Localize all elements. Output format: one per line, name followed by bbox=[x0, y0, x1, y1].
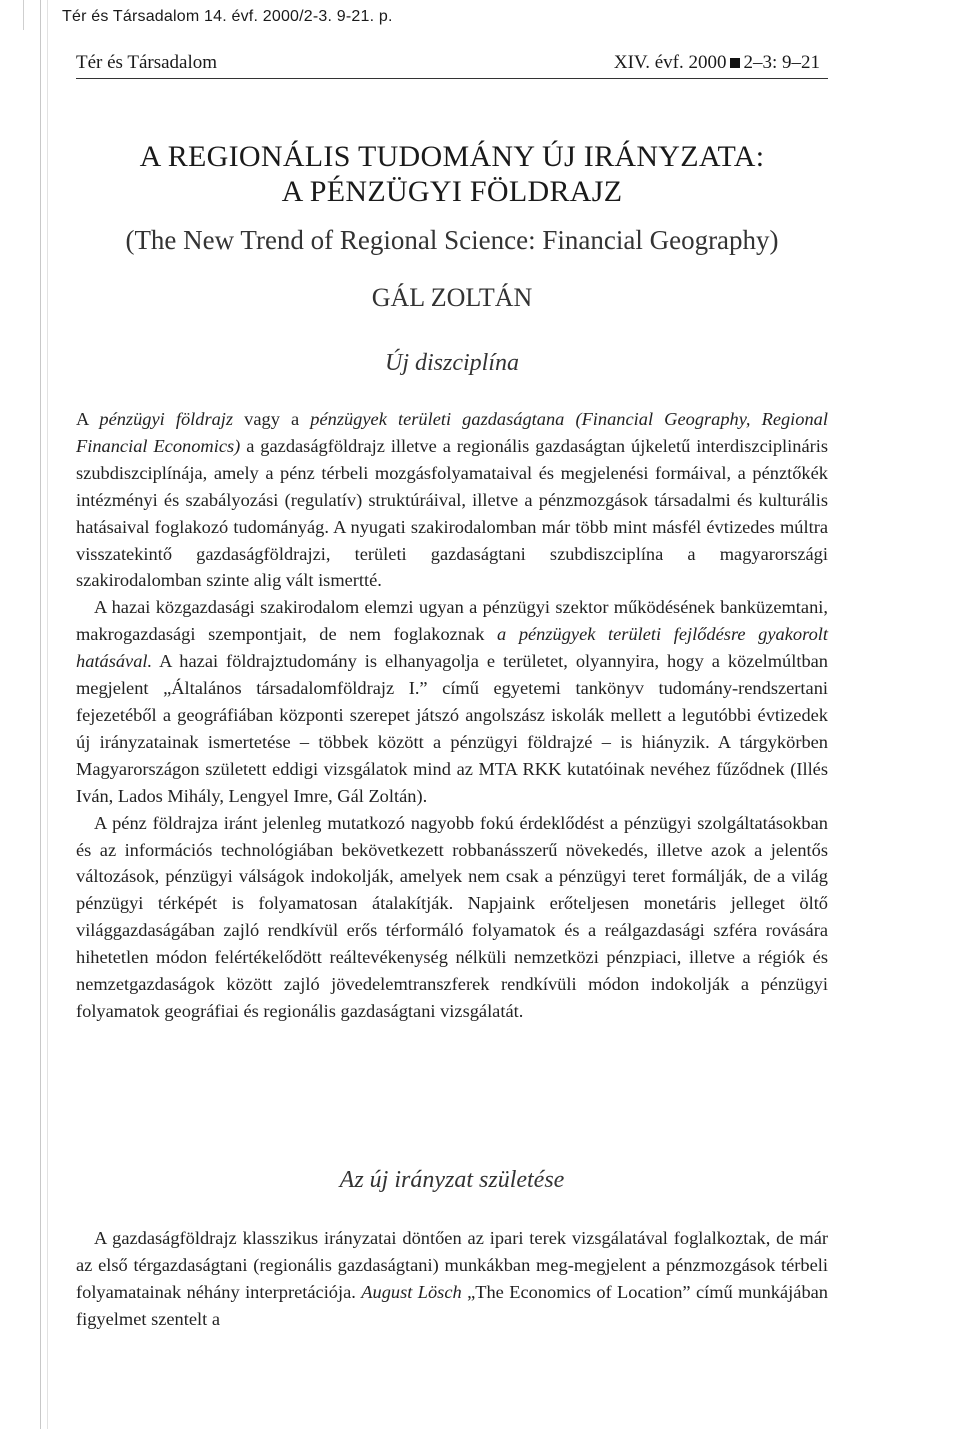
paragraph-3: A pénz földrajza iránt jelenleg mutatkozó nagyobb fokú érdeklődést a pénzügyi szolgáltatásokban és az információs technológiában bekövetkezett robbanásszerű növekedés, illetve azok a jelentős változások, pénzügyi válságok indokolják, amelyek nem csak a pénzügyi teret formálják, de a világ pénzügyi térképét is folyamatosan átalakítják. Napjaink erőteljesen monetáris jelleget öltő világgazdaságában zajló rendkívül erős térformáló folyamatok és a reálgazdasági szféra rovására hihetetlen módon felértékelődött reáltevékenység nélküli nemzetközi pénzpiaci, illetve a régiók és nemzetgazdaságok között zajló jövedelemtranszferek rendkívüli módon indokolják a pénzügyi folyamatok geográfiai és regionális gazdaságtani vizsgálatát. bbox=[76, 812, 828, 1021]
issue-info bbox=[614, 52, 820, 74]
citation-line: Tér és Társadalom 14. évf. 2000/2-3. 9-21. p. bbox=[62, 8, 393, 25]
running-header bbox=[76, 52, 828, 79]
emphasis: pénzügyi földrajz bbox=[99, 409, 234, 429]
margin-rule bbox=[40, 0, 41, 1429]
paragraph-4: A gazdaságföldrajz klasszikus irányzatai döntően az ipari terek vizsgálatával foglalkoztak, de már az első térgazdaságtani (regionális gazdaságtani) munkákban meg-megjelent a pénzmozgások térbeli folyamatainak néhány interpretációja. August Lösch „The Economics of Location” című munkájában figyelmet szentelt a bbox=[76, 1228, 828, 1329]
body-text-section-1 bbox=[76, 406, 828, 1025]
emphasis: a pénzügyek területi fejlődésre gyakorolt hatásával. bbox=[76, 624, 828, 672]
paragraph-1: A pénzügyi földrajz vagy a pénzügyek területi gazdaságtana (Financial Geography, Regional Financial Economics) a gazdaságföldrajz illetve a regionális gazdaságtan újkeletű interdiszciplináris szubdiszciplínája, amely a pénz térbeli mozgásfolyamataival és megjelenési formáival, a pénztőkék intézményi és szabályozási (regulatív) struktúráival, illetve a pénzmozgások társadalmi és kulturális hatásaival foglakozó tudományág. A nyugati szakirodalomban már több mint másfél évtizedes múltra visszatekintő gazdaságföldrajzi, területi gazdaságtani szubdiszciplína a magyarországi szakirodalomban szinte alig vált ismertté. bbox=[76, 409, 828, 591]
emphasis: August Lösch bbox=[361, 1281, 462, 1302]
journal-name: Tér és Társadalom bbox=[76, 52, 218, 73]
margin-mark bbox=[23, 0, 24, 30]
title-line-1: A REGIONÁLIS TUDOMÁNY ÚJ IRÁNYZATA: bbox=[139, 140, 765, 173]
issue-volume: XIV. évf. 2000 bbox=[613, 52, 727, 73]
english-subtitle: (The New Trend of Regional Science: Financial Geography) bbox=[125, 225, 779, 255]
paragraph-2: A hazai közgazdasági szakirodalom elemzi ugyan a pénzügyi szektor működésének banküzemtani, makrogazdasági szempontjait, de nem foglakoznak a pénzügyek területi fejlődésre gyakorolt hatásával. A hazai földrajztudomány is elhanyagolja e területet, olyannyira, hogy a közelmúltban megjelent „Általános társadalomföldrajz I.” című egyetemi tankönyv tudomány-rendszertani fejezetéből a geográfiában központi szerepet játszó angolszász iskolák mellett a legutóbbi évtizedek új irányzatainak ismertetése – többek között a pénzügyi földrajzé – is hiányzik. A tárgykörben Magyarországon született eddigi vizsgálatok mind az MTA RKK kutatóinak nevéhez fűződnek (Illés Iván, Lados Mihály, Lengyel Imre, Gál Zoltán). bbox=[76, 597, 828, 806]
body-text-section-2 bbox=[76, 1225, 828, 1333]
issue-pages: 2–3: 9–21 bbox=[743, 52, 820, 73]
section-heading-new-discipline: Új diszciplína bbox=[384, 350, 519, 376]
section-heading-birth-of-trend: Az új irányzat születése bbox=[339, 1167, 565, 1193]
author-name: GÁL ZOLTÁN bbox=[371, 283, 533, 312]
emphasis: pénzügyek területi gazdaságtana (Financial Geography, Regional Financial Economics) bbox=[76, 409, 828, 456]
title-line-2: A PÉNZÜGYI FÖLDRAJZ bbox=[281, 175, 623, 208]
margin-rule-inner bbox=[47, 0, 48, 1429]
square-bullet-icon bbox=[730, 58, 740, 68]
